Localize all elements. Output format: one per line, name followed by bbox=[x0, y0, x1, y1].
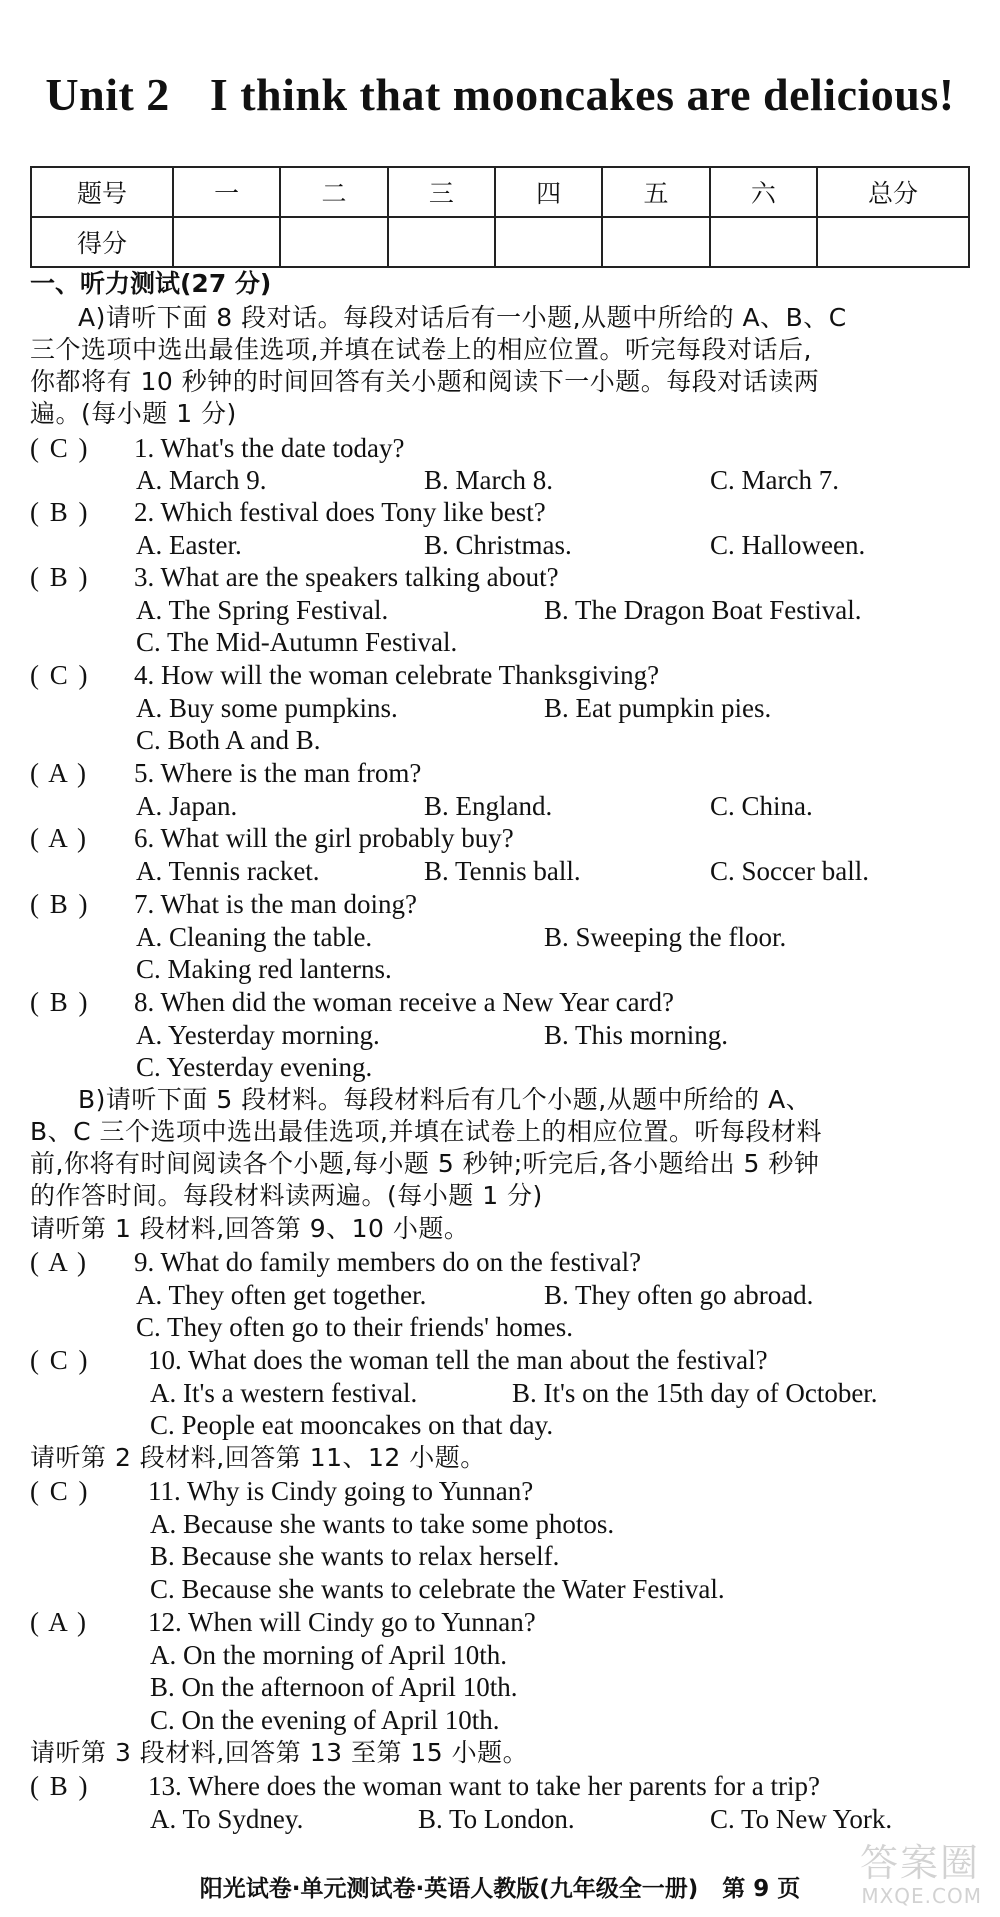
option-a: A. Japan. bbox=[136, 791, 238, 821]
score-cell: 题号 bbox=[31, 167, 173, 217]
answer-bracket[interactable]: ( C ) bbox=[30, 660, 90, 690]
score-blank[interactable] bbox=[495, 217, 602, 267]
option-c: C. Soccer ball. bbox=[710, 856, 869, 886]
score-cell: 总分 bbox=[817, 167, 969, 217]
question-stem bbox=[30, 432, 405, 464]
option-b: B. Tennis ball. bbox=[424, 856, 581, 886]
score-table-header-row bbox=[31, 167, 969, 217]
instruction-line: B、C 三个选项中选出最佳选项,并填在试卷上的相应位置。听每段材料 bbox=[30, 1117, 823, 1146]
page-number: 第 9 页 bbox=[722, 1876, 801, 1902]
instruction-line: B)请听下面 5 段材料。每段材料后有几个小题,从题中所给的 A、 bbox=[78, 1085, 812, 1114]
option-a: A. Easter. bbox=[136, 530, 242, 560]
unit-title: I think that mooncakes are delicious! bbox=[209, 69, 955, 120]
option-a: A. Tennis racket. bbox=[136, 856, 320, 886]
score-blank[interactable] bbox=[388, 217, 495, 267]
question-text: 6. What will the girl probably buy? bbox=[134, 823, 514, 853]
watermark-logo: 答案圈 bbox=[859, 1841, 980, 1885]
material-heading: 请听第 1 段材料,回答第 9、10 小题。 bbox=[30, 1214, 470, 1243]
answer-bracket[interactable]: ( C ) bbox=[30, 1345, 90, 1375]
question-text: 5. Where is the man from? bbox=[134, 758, 422, 788]
option-c: C. Because she wants to celebrate the Water Festival. bbox=[150, 1574, 725, 1604]
question-stem bbox=[30, 888, 417, 920]
question-stem bbox=[30, 1246, 641, 1278]
answer-bracket[interactable]: ( A ) bbox=[30, 1247, 89, 1277]
option-a: A. Cleaning the table. bbox=[136, 922, 373, 952]
question-stem bbox=[30, 757, 421, 789]
question-text: 13. Where does the woman want to take her parents for a trip? bbox=[148, 1771, 821, 1801]
option-a: A. It's a western festival. bbox=[150, 1378, 418, 1408]
score-table-score-row bbox=[31, 217, 969, 267]
instruction-line: 前,你将有时间阅读各个小题,每小题 5 秒钟;听完后,各小题给出 5 秒钟 bbox=[30, 1149, 820, 1178]
score-blank[interactable] bbox=[602, 217, 709, 267]
answer-bracket[interactable]: ( B ) bbox=[30, 987, 90, 1017]
material-heading: 请听第 2 段材料,回答第 11、12 小题。 bbox=[30, 1443, 486, 1472]
option-c: C. China. bbox=[710, 791, 813, 821]
answer-bracket[interactable]: ( C ) bbox=[30, 1476, 90, 1506]
option-b: B. On the afternoon of April 10th. bbox=[150, 1672, 518, 1702]
option-a: A. They often get together. bbox=[136, 1280, 427, 1310]
question-stem bbox=[30, 1475, 533, 1507]
instruction-line: A)请听下面 8 段对话。每段对话后有一小题,从题中所给的 A、B、C bbox=[78, 303, 847, 332]
option-b: B. The Dragon Boat Festival. bbox=[544, 595, 862, 625]
option-b: B. This morning. bbox=[544, 1020, 729, 1050]
answer-bracket[interactable]: ( A ) bbox=[30, 1607, 89, 1637]
score-blank[interactable] bbox=[280, 217, 387, 267]
question-text: 10. What does the woman tell the man about the festival? bbox=[148, 1345, 768, 1375]
question-stem bbox=[30, 1344, 768, 1376]
question-stem bbox=[30, 496, 546, 528]
option-a: A. March 9. bbox=[136, 465, 267, 495]
question-stem bbox=[30, 561, 559, 593]
question-stem bbox=[30, 659, 659, 691]
option-c: C. People eat mooncakes on that day. bbox=[150, 1410, 554, 1440]
answer-bracket[interactable]: ( A ) bbox=[30, 823, 89, 853]
question-text: 12. When will Cindy go to Yunnan? bbox=[148, 1607, 536, 1637]
question-text: 11. Why is Cindy going to Yunnan? bbox=[148, 1476, 534, 1506]
option-b: B. March 8. bbox=[424, 465, 553, 495]
question-text: 8. When did the woman receive a New Year card? bbox=[134, 987, 675, 1017]
score-blank[interactable] bbox=[173, 217, 280, 267]
option-a: A. Buy some pumpkins. bbox=[136, 693, 398, 723]
question-text: 3. What are the speakers talking about? bbox=[134, 562, 559, 592]
watermark-url: MXQE.COM bbox=[861, 1884, 982, 1908]
option-a: A. Yesterday morning. bbox=[136, 1020, 380, 1050]
option-b: B. It's on the 15th day of October. bbox=[512, 1378, 878, 1408]
question-stem bbox=[30, 986, 674, 1018]
question-text: 9. What do family members do on the festival? bbox=[134, 1247, 642, 1277]
question-text: 4. How will the woman celebrate Thanksgiving? bbox=[134, 660, 660, 690]
material-heading: 请听第 3 段材料,回答第 13 至第 15 小题。 bbox=[30, 1738, 529, 1767]
score-table bbox=[30, 166, 970, 268]
option-a: A. To Sydney. bbox=[150, 1804, 304, 1834]
score-row-label: 得分 bbox=[31, 217, 173, 267]
answer-bracket[interactable]: ( B ) bbox=[30, 889, 90, 919]
watermark bbox=[838, 1832, 988, 1914]
option-b: B. To London. bbox=[418, 1804, 575, 1834]
option-c: C. On the evening of April 10th. bbox=[150, 1705, 500, 1735]
unit-label: Unit 2 bbox=[45, 69, 170, 120]
option-c: C. Halloween. bbox=[710, 530, 866, 560]
instruction-line: 的作答时间。每段材料读两遍。(每小题 1 分) bbox=[30, 1181, 543, 1210]
option-c: C. March 7. bbox=[710, 465, 839, 495]
score-cell: 六 bbox=[710, 167, 817, 217]
score-blank[interactable] bbox=[817, 217, 969, 267]
option-b: B. They often go abroad. bbox=[544, 1280, 814, 1310]
score-cell: 一 bbox=[173, 167, 280, 217]
option-c: C. Yesterday evening. bbox=[136, 1052, 373, 1082]
answer-bracket[interactable]: ( B ) bbox=[30, 497, 90, 527]
score-cell: 四 bbox=[495, 167, 602, 217]
option-b: B. Eat pumpkin pies. bbox=[544, 693, 772, 723]
option-b: B. England. bbox=[424, 791, 553, 821]
option-b: B. Sweeping the floor. bbox=[544, 922, 787, 952]
answer-bracket[interactable]: ( B ) bbox=[30, 562, 90, 592]
option-c: C. The Mid-Autumn Festival. bbox=[136, 627, 458, 657]
answer-bracket[interactable]: ( A ) bbox=[30, 758, 89, 788]
option-b: B. Christmas. bbox=[424, 530, 572, 560]
score-blank[interactable] bbox=[710, 217, 817, 267]
page-title bbox=[0, 68, 1000, 121]
instruction-line: 你都将有 10 秒钟的时间回答有关小题和阅读下一小题。每段对话读两 bbox=[30, 367, 820, 396]
question-text: 1. What's the date today? bbox=[134, 433, 405, 463]
score-cell: 二 bbox=[280, 167, 387, 217]
score-cell: 五 bbox=[602, 167, 709, 217]
option-c: C. Both A and B. bbox=[136, 725, 321, 755]
option-c: C. They often go to their friends' homes. bbox=[136, 1312, 574, 1342]
score-cell: 三 bbox=[388, 167, 495, 217]
question-stem bbox=[30, 1770, 820, 1802]
option-c: C. Making red lanterns. bbox=[136, 954, 392, 984]
answer-bracket[interactable]: ( C ) bbox=[30, 433, 90, 463]
option-b: B. Because she wants to relax herself. bbox=[150, 1541, 560, 1571]
question-text: 7. What is the man doing? bbox=[134, 889, 417, 919]
question-stem bbox=[30, 1606, 536, 1638]
question-stem bbox=[30, 822, 514, 854]
answer-bracket[interactable]: ( B ) bbox=[30, 1771, 90, 1801]
option-c: C. To New York. bbox=[710, 1804, 893, 1834]
option-a: A. The Spring Festival. bbox=[136, 595, 389, 625]
instruction-line: 遍。(每小题 1 分) bbox=[30, 399, 237, 428]
footer-series: 阳光试卷·单元测试卷·英语人教版(九年级全一册) bbox=[199, 1876, 699, 1902]
option-a: A. On the morning of April 10th. bbox=[150, 1640, 507, 1670]
instruction-line: 三个选项中选出最佳选项,并填在试卷上的相应位置。听完每段对话后, bbox=[30, 335, 812, 364]
section-heading: 一、听力测试(27 分) bbox=[30, 269, 272, 298]
question-text: 2. Which festival does Tony like best? bbox=[134, 497, 546, 527]
option-a: A. Because she wants to take some photos. bbox=[150, 1509, 615, 1539]
